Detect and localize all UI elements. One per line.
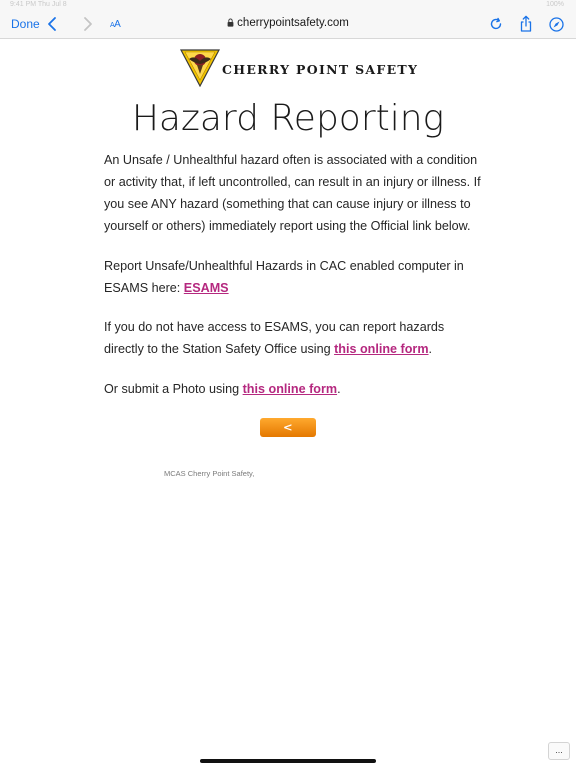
text-size-big-a: A	[114, 19, 121, 30]
more-options-button[interactable]: ...	[548, 742, 570, 760]
photo-paragraph	[104, 378, 482, 400]
direct-report-end: .	[428, 342, 433, 356]
photo-form-link[interactable]: this online form	[242, 382, 338, 396]
photo-text: Or submit a Photo using	[104, 382, 240, 396]
photo-end: .	[337, 382, 341, 396]
home-button[interactable]: < HOME	[260, 418, 316, 437]
esams-paragraph	[104, 255, 482, 299]
direct-report-paragraph	[104, 316, 482, 360]
lock-icon	[227, 18, 234, 27]
address-url: cherrypointsafety.com	[237, 17, 349, 29]
done-button[interactable]: Done	[11, 17, 40, 31]
status-time: 9:41 PM Thu Jul 8	[10, 1, 67, 8]
reload-icon[interactable]	[489, 17, 503, 31]
direct-report-text: If you do not have access to ESAMS, you can report hazards directly to the Station Safety Office using	[104, 320, 445, 356]
home-indicator[interactable]	[200, 759, 376, 763]
site-brand[interactable]: CHERRY POINT SAFETY	[222, 62, 419, 77]
page-title: Hazard Reporting	[131, 98, 445, 139]
esams-text: Report Unsafe/Unhealthful Hazards in CAC enabled computer in ESAMS here:	[104, 259, 464, 295]
browser-toolbar	[0, 12, 576, 39]
status-bar	[0, 0, 576, 12]
footer-text: MCAS Cherry Point Safety,	[164, 469, 255, 478]
battery-status: 100%	[546, 1, 564, 8]
cherry-point-logo-icon	[180, 49, 220, 87]
intro-paragraph: An Unsafe / Unhealthful hazard often is associated with a condition or activity that, if left uncontrolled, can result in an injury or illness. If you see ANY hazard (something that can cause injury or illness to yourself or others) immediately report using the Official link below.	[104, 153, 481, 233]
compass-icon[interactable]	[549, 17, 564, 32]
esams-link[interactable]: ESAMS	[183, 281, 229, 295]
share-icon[interactable]	[519, 15, 533, 33]
text-size-small-a: A	[110, 22, 115, 29]
online-form-link[interactable]: this online form	[334, 342, 429, 356]
